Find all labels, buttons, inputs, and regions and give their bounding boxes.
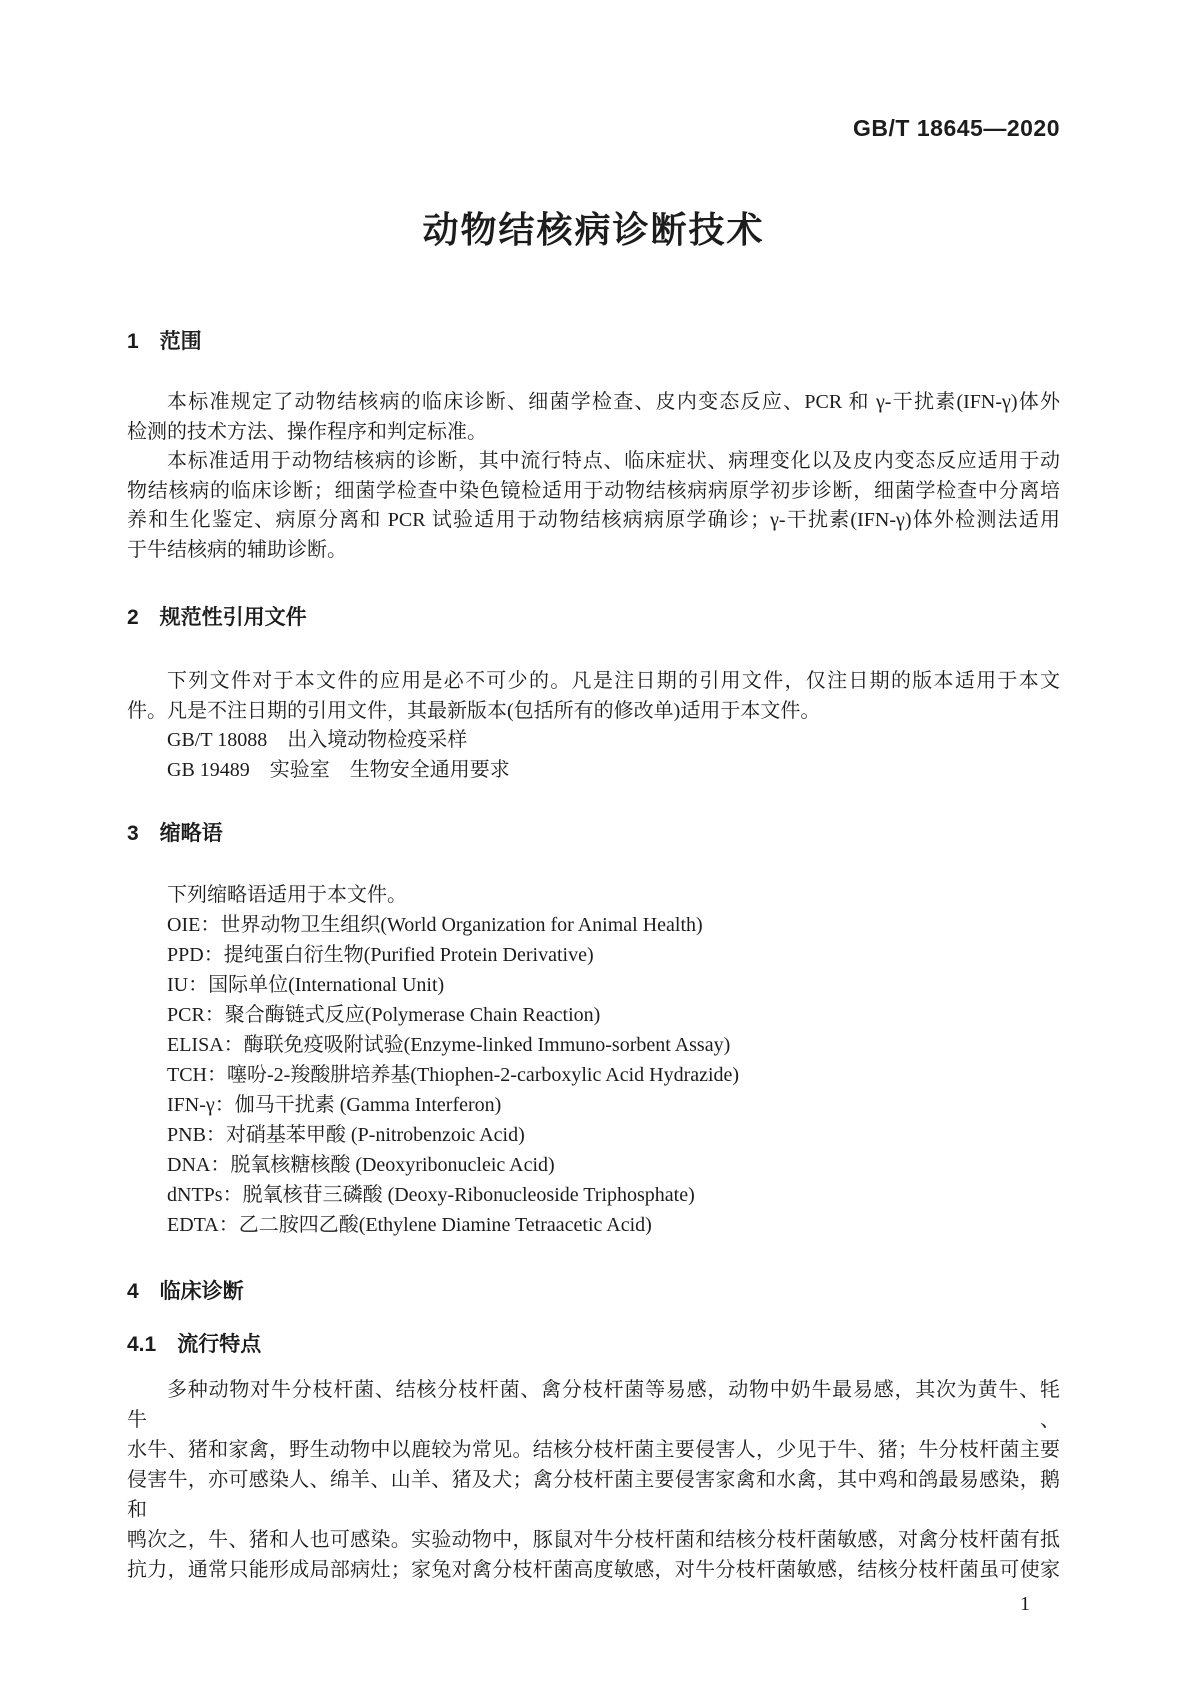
section-3-heading: 3 缩略语 [127,822,223,845]
abbreviation-item: DNA：脱氧核糖核酸 (Deoxyribonucleic Acid) [167,1154,555,1176]
section-2-references [127,726,1060,785]
paragraph-line: 本标准适用于动物结核病的诊断，其中流行特点、临床症状、病理变化以及皮内变态反应适用于动 [167,450,1060,472]
abbreviation-item: OIE：世界动物卫生组织(World Organization for Animal Health) [167,914,703,936]
section-1-paragraph-1 [127,388,1060,447]
paragraph-line: 下列文件对于本文件的应用是必不可少的。凡是注日期的引用文件，仅注日期的版本适用于本文 [167,670,1060,692]
abbreviation-item: IFN-γ：伽马干扰素 (Gamma Interferon) [167,1094,502,1116]
abbreviation-item: PCR：聚合酶链式反应(Polymerase Chain Reaction) [167,1004,601,1026]
abbreviation-intro: 下列缩略语适用于本文件。 [167,884,407,906]
section-1-paragraph-2 [127,447,1060,565]
section-1-heading: 1 范围 [127,330,202,353]
section-4-heading: 4 临床诊断 [127,1280,244,1303]
paragraph-line: 多种动物对牛分枝杆菌、结核分枝杆菌、禽分枝杆菌等易感，动物中奶牛最易感，其次为黄牛、牦牛、 [127,1379,1060,1431]
section-4-1-paragraph-1 [127,1375,1060,1585]
paragraph-line: 物结核病的临床诊断；细菌学检查中染色镜检适用于动物结核病病原学初步诊断，细菌学检查中分离培 [127,479,1060,502]
paragraph-line: 本标准规定了动物结核病的临床诊断、细菌学检查、皮内变态反应、PCR 和 γ-干扰素(IFN-γ)体外 [167,391,1060,413]
reference-item: GB/T 18088 出入境动物检疫采样 [167,729,468,751]
standard-doc-number: GB/T 18645—2020 [853,115,1060,141]
section-3-abbreviation-list [127,880,1060,1240]
section-2-paragraph-1 [127,667,1060,726]
abbreviation-item: TCH：噻吩-2-羧酸肼培养基(Thiophen-2-carboxylic Acid Hydrazide) [167,1064,740,1086]
paragraph-line: 鸭次之，牛、猪和人也可感染。实验动物中，豚鼠对牛分枝杆菌和结核分枝杆菌敏感，对禽分枝杆菌有抵 [127,1529,1060,1551]
paragraph-line: 检测的技术方法、操作程序和判定标准。 [127,420,487,443]
abbreviation-item: PNB：对硝基苯甲酸 (P-nitrobenzoic Acid) [167,1124,525,1146]
reference-item: GB 19489 实验室 生物安全通用要求 [167,758,510,781]
section-2-heading: 2 规范性引用文件 [127,606,307,629]
page-number: 1 [1020,1593,1030,1615]
paragraph-line: 于牛结核病的辅助诊断。 [127,538,347,561]
document-title: 动物结核病诊断技术 [422,209,765,250]
paragraph-line: 水牛、猪和家禽，野生动物中以鹿较为常见。结核分枝杆菌主要侵害人，少见于牛、猪；牛分枝杆菌主要 [127,1439,1060,1461]
paragraph-line: 养和生化鉴定、病原分离和 PCR 试验适用于动物结核病病原学确诊；γ-干扰素(IFN-γ)体外检测法适用 [127,509,1060,531]
section-4-1-heading: 4.1 流行特点 [127,1333,262,1356]
abbreviation-item: PPD：提纯蛋白衍生物(Purified Protein Derivative) [167,944,594,966]
paragraph-line: 抗力，通常只能形成局部病灶；家兔对禽分枝杆菌高度敏感，对牛分枝杆菌敏感，结核分枝杆菌虽可使家 [127,1559,1060,1581]
abbreviation-item: ELISA：酶联免疫吸附试验(Enzyme-linked Immuno-sorbent Assay) [167,1034,731,1056]
abbreviation-item: EDTA：乙二胺四乙酸(Ethylene Diamine Tetraacetic Acid) [167,1214,652,1236]
abbreviation-item: IU：国际单位(International Unit) [167,974,445,996]
paragraph-line: 侵害牛，亦可感染人、绵羊、山羊、猪及犬；禽分枝杆菌主要侵害家禽和水禽，其中鸡和鸽最易感染，鹅和 [127,1469,1060,1521]
paragraph-line: 件。凡是不注日期的引用文件，其最新版本(包括所有的修改单)适用于本文件。 [127,699,821,722]
abbreviation-item: dNTPs：脱氧核苷三磷酸 (Deoxy-Ribonucleoside Triphosphate) [167,1184,695,1206]
